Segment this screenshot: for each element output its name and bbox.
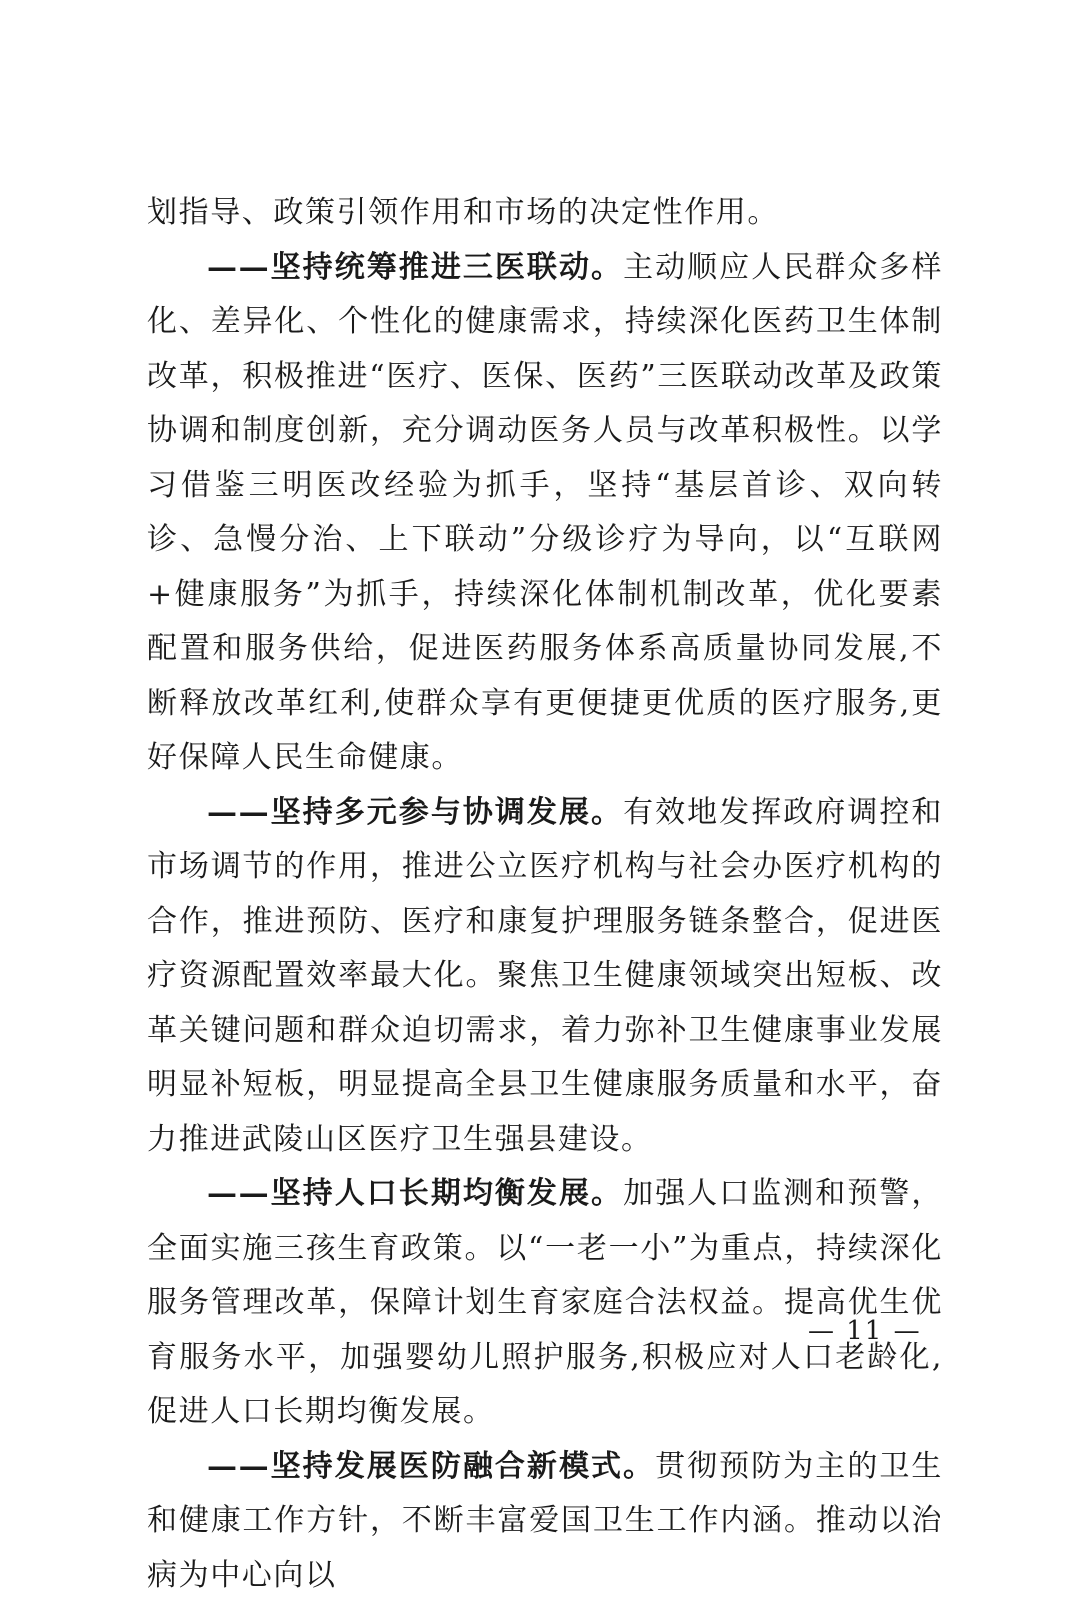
paragraph-continuation (147, 186, 943, 241)
paragraph-text: 加强人口监测和预警，全面实施三孩生育政策。以“一老一小”为重点，持续深化服务管理改革，保障计划生育家庭合法权益。提高优生优育服务水平，加强婴幼儿照护服务,积极应对人口老龄化,促进人口长期均衡发展。 (147, 1176, 943, 1429)
paragraph-text: 贯彻预防为主的卫生和健康工作方针，不断丰富爱国卫生工作内涵。推动以治病为中心向以 (147, 1449, 943, 1593)
paragraph-text: 主动顺应人民群众多样化、差异化、个性化的健康需求，持续深化医药卫生体制改革，积极推进“医疗、医保、医药”三医联动改革及政策协调和制度创新，充分调动医务人员与改革积极性。以学习借鉴三明医改经验为抓手，坚持“基层首诊、双向转诊、急慢分治、上下联动”分级诊疗为导向，以“互联网+健康服务”为抓手，持续深化体制机制改革，优化要素配置和服务供给，促进医药服务体系高质量协同发展,不断释放改革红利,使群众享有更便捷更优质的医疗服务,更好保障人民生命健康。 (147, 250, 943, 776)
paragraph-heading: ——坚持发展医防融合新模式。 (207, 1449, 655, 1484)
paragraph-heading: ——坚持多元参与协调发展。 (207, 795, 623, 830)
body-text (147, 186, 943, 1603)
paragraph-heading: ——坚持人口长期均衡发展。 (207, 1176, 623, 1211)
paragraph-coordinated-development (147, 786, 943, 1168)
paragraph-heading: ——坚持统筹推进三医联动。 (207, 250, 623, 285)
page-number: — 11 — (808, 1314, 922, 1348)
paragraph-medical-prevention-integration (147, 1440, 943, 1603)
paragraph-text: 划指导、政策引领作用和市场的决定性作用。 (147, 195, 779, 230)
paragraph-three-medical-linkage (147, 241, 943, 786)
paragraph-text: 有效地发挥政府调控和市场调节的作用，推进公立医疗机构与社会办医疗机构的合作，推进预防、医疗和康复护理服务链条整合，促进医疗资源配置效率最大化。聚焦卫生健康领域突出短板、改革关键问题和群众迫切需求，着力弥补卫生健康事业发展明显补短板，明显提高全县卫生健康服务质量和水平，奋力推进武陵山区医疗卫生强县建设。 (147, 795, 943, 1157)
paragraph-population-balance (147, 1167, 943, 1440)
